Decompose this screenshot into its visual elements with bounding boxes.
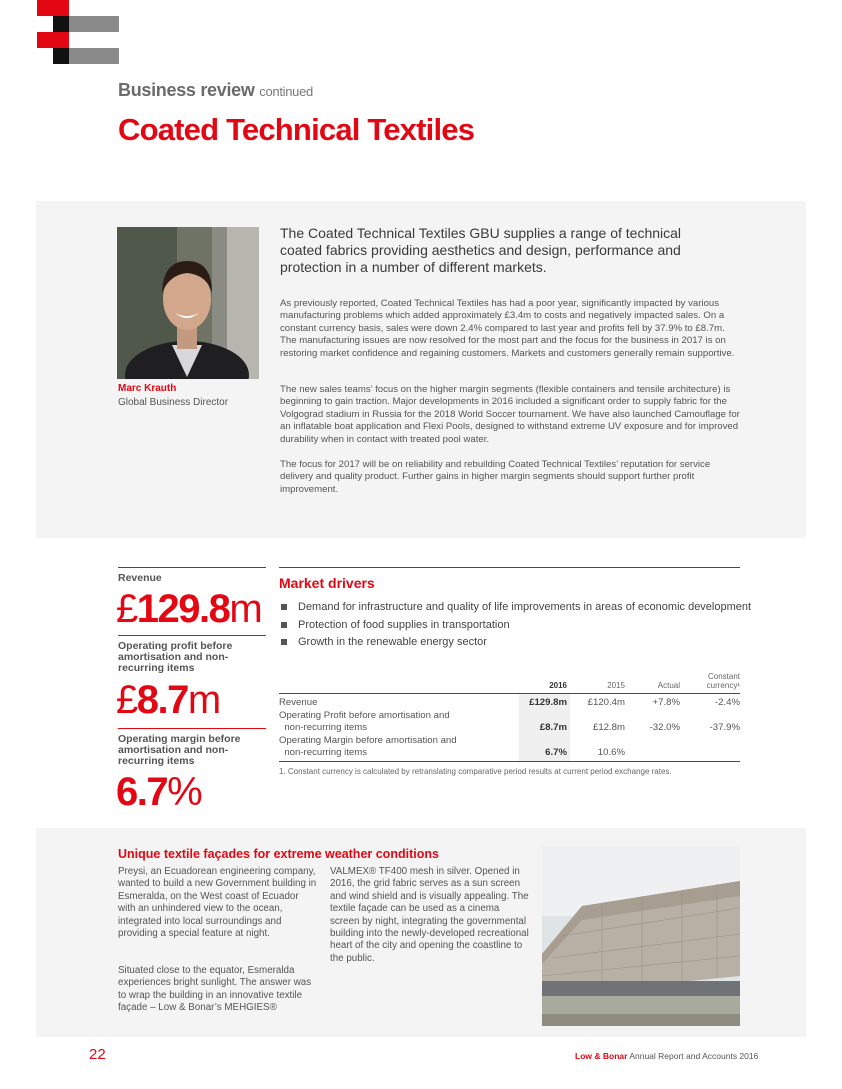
intro-paragraph: The Coated Technical Textiles GBU supplies a range of technical coated fabrics providing aesthetics and design, performance and protection in a number of different markets. bbox=[280, 225, 682, 275]
cell-2015: 10.6% bbox=[570, 735, 625, 762]
section-suffix: continued bbox=[259, 84, 313, 99]
col-header-2015: 2015 bbox=[607, 681, 625, 690]
table-header-row bbox=[279, 668, 740, 694]
cell-actual bbox=[625, 735, 680, 762]
row-label: Revenue bbox=[279, 694, 519, 710]
market-drivers-list bbox=[281, 601, 751, 654]
col-header-constant: Constant currency¹ bbox=[706, 672, 740, 690]
cell-actual: +7.8% bbox=[625, 694, 680, 710]
section-label bbox=[118, 80, 313, 101]
case-study-title: Unique textile façades for extreme weather conditions bbox=[118, 847, 439, 861]
cell-2015: £12.8m bbox=[593, 722, 625, 733]
cell-constant: -2.4% bbox=[680, 694, 740, 710]
col-header-2016: 2016 bbox=[549, 681, 567, 690]
kpi-rule bbox=[118, 567, 266, 568]
kpi-label-margin: Operating margin before amortisation and non-recurring items bbox=[118, 733, 241, 767]
page-title: Coated Technical Textiles bbox=[118, 112, 475, 147]
list-item: Demand for infrastructure and quality of life improvements in areas of economic development bbox=[281, 601, 751, 619]
bullet-square-icon bbox=[281, 604, 287, 610]
row-label: Operating Profit before amortisation and non-recurring items bbox=[279, 709, 450, 733]
market-drivers-title: Market drivers bbox=[279, 575, 375, 591]
bullet-square-icon bbox=[281, 639, 287, 645]
cell-actual: -32.0% bbox=[649, 722, 680, 733]
cell-2016: £8.7m bbox=[519, 710, 570, 735]
kpi-value-revenue: £129.8m bbox=[116, 587, 262, 631]
body-paragraph: The new sales teams’ focus on the higher margin segments (flexible containers and tensile architecture) is beginning to gain traction. Major developments in 2016 included a significant order to supply fabric for the Volgograd stadium in Russia for the 2018 World Soccer tournament. We have also launched Camouflage for an inflatable boat application and Flexi Pools, designed to withstand extreme UV exposure and for improved durability when in contact with treated pool water. bbox=[280, 384, 740, 445]
cell-constant bbox=[680, 735, 740, 762]
list-item: Growth in the renewable energy sector bbox=[281, 636, 751, 654]
kpi-value-profit: £8.7m bbox=[116, 678, 220, 722]
building-photo bbox=[542, 846, 740, 1026]
table-row bbox=[279, 735, 740, 762]
section-name: Business review bbox=[118, 80, 255, 100]
case-study-paragraph: VALMEX® TF400 mesh in silver. Opened in 2016, the grid fabric serves as a sun screen and wind shield and is visually appealing. The textile façade can be used as a cinema screen by night, integrating the governmental building into the newly-developed recreational heart of the city and opening the coastline to the public. bbox=[330, 866, 529, 964]
kpi-value-margin: 6.7% bbox=[116, 770, 202, 814]
cell-constant: -37.9% bbox=[709, 722, 740, 733]
kpi-rule bbox=[118, 635, 266, 636]
kpi-label-profit: Operating profit before amortisation and non-recurring items bbox=[118, 640, 233, 674]
body-paragraph: As previously reported, Coated Technical Textiles has had a poor year, significantly impacted by various manufacturing problems which added approximately £3.4m to costs and negatively impacted sales. On a constant currency basis, sales were down 2.4% compared to last year and profits fell by 37.9% to £8.7m. The manufacturing issues are now resolved for the most part and the focus for the business in 2017 is on restoring market confidence and regaining customers. Markets and customers generally remain supportive. bbox=[280, 298, 735, 359]
row-label: Operating Margin before amortisation and non-recurring items bbox=[279, 735, 519, 762]
cell-2015: £120.4m bbox=[570, 694, 625, 710]
bullet-square-icon bbox=[281, 622, 287, 628]
person-role: Global Business Director bbox=[118, 397, 229, 408]
body-paragraph: The focus for 2017 will be on reliability and rebuilding Coated Technical Textiles’ reputation for service delivery and quality product. Further gains in higher margin segments should support further profit improvement. bbox=[280, 459, 711, 495]
kpi-label-revenue: Revenue bbox=[118, 572, 162, 584]
table-footnote: 1. Constant currency is calculated by retranslating comparative period results at current period exchange rates. bbox=[279, 767, 672, 776]
market-drivers-rule bbox=[279, 567, 740, 568]
footer-brand: Low & Bonar bbox=[575, 1051, 628, 1061]
col-header-actual: Actual bbox=[657, 681, 680, 690]
case-study-paragraph: Situated close to the equator, Esmeralda experiences bright sunlight. The answer was to wrap the building in an innovative textile façade – Low & Bonar’s MEHGIES® bbox=[118, 965, 312, 1014]
cell-2016: 6.7% bbox=[519, 735, 570, 762]
footer-doc-title: Annual Report and Accounts 2016 bbox=[629, 1051, 759, 1061]
table-row bbox=[279, 694, 740, 710]
footer-text bbox=[575, 1051, 758, 1061]
page-number: 22 bbox=[89, 1046, 106, 1063]
cell-2016: £129.8m bbox=[519, 694, 570, 710]
person-name: Marc Krauth bbox=[118, 383, 177, 394]
kpi-rule bbox=[118, 728, 266, 729]
list-item: Protection of food supplies in transportation bbox=[281, 619, 751, 637]
table-row bbox=[279, 710, 740, 735]
financial-table bbox=[279, 668, 740, 762]
portrait-photo bbox=[117, 227, 259, 379]
case-study-paragraph: Preysi, an Ecuadorean engineering company, wanted to build a new Government building in Esmeralda, on the West coast of Ecuador with an unhindered view to the ocean, integrated into local surroundings and providing a special feature at night. bbox=[118, 866, 317, 940]
